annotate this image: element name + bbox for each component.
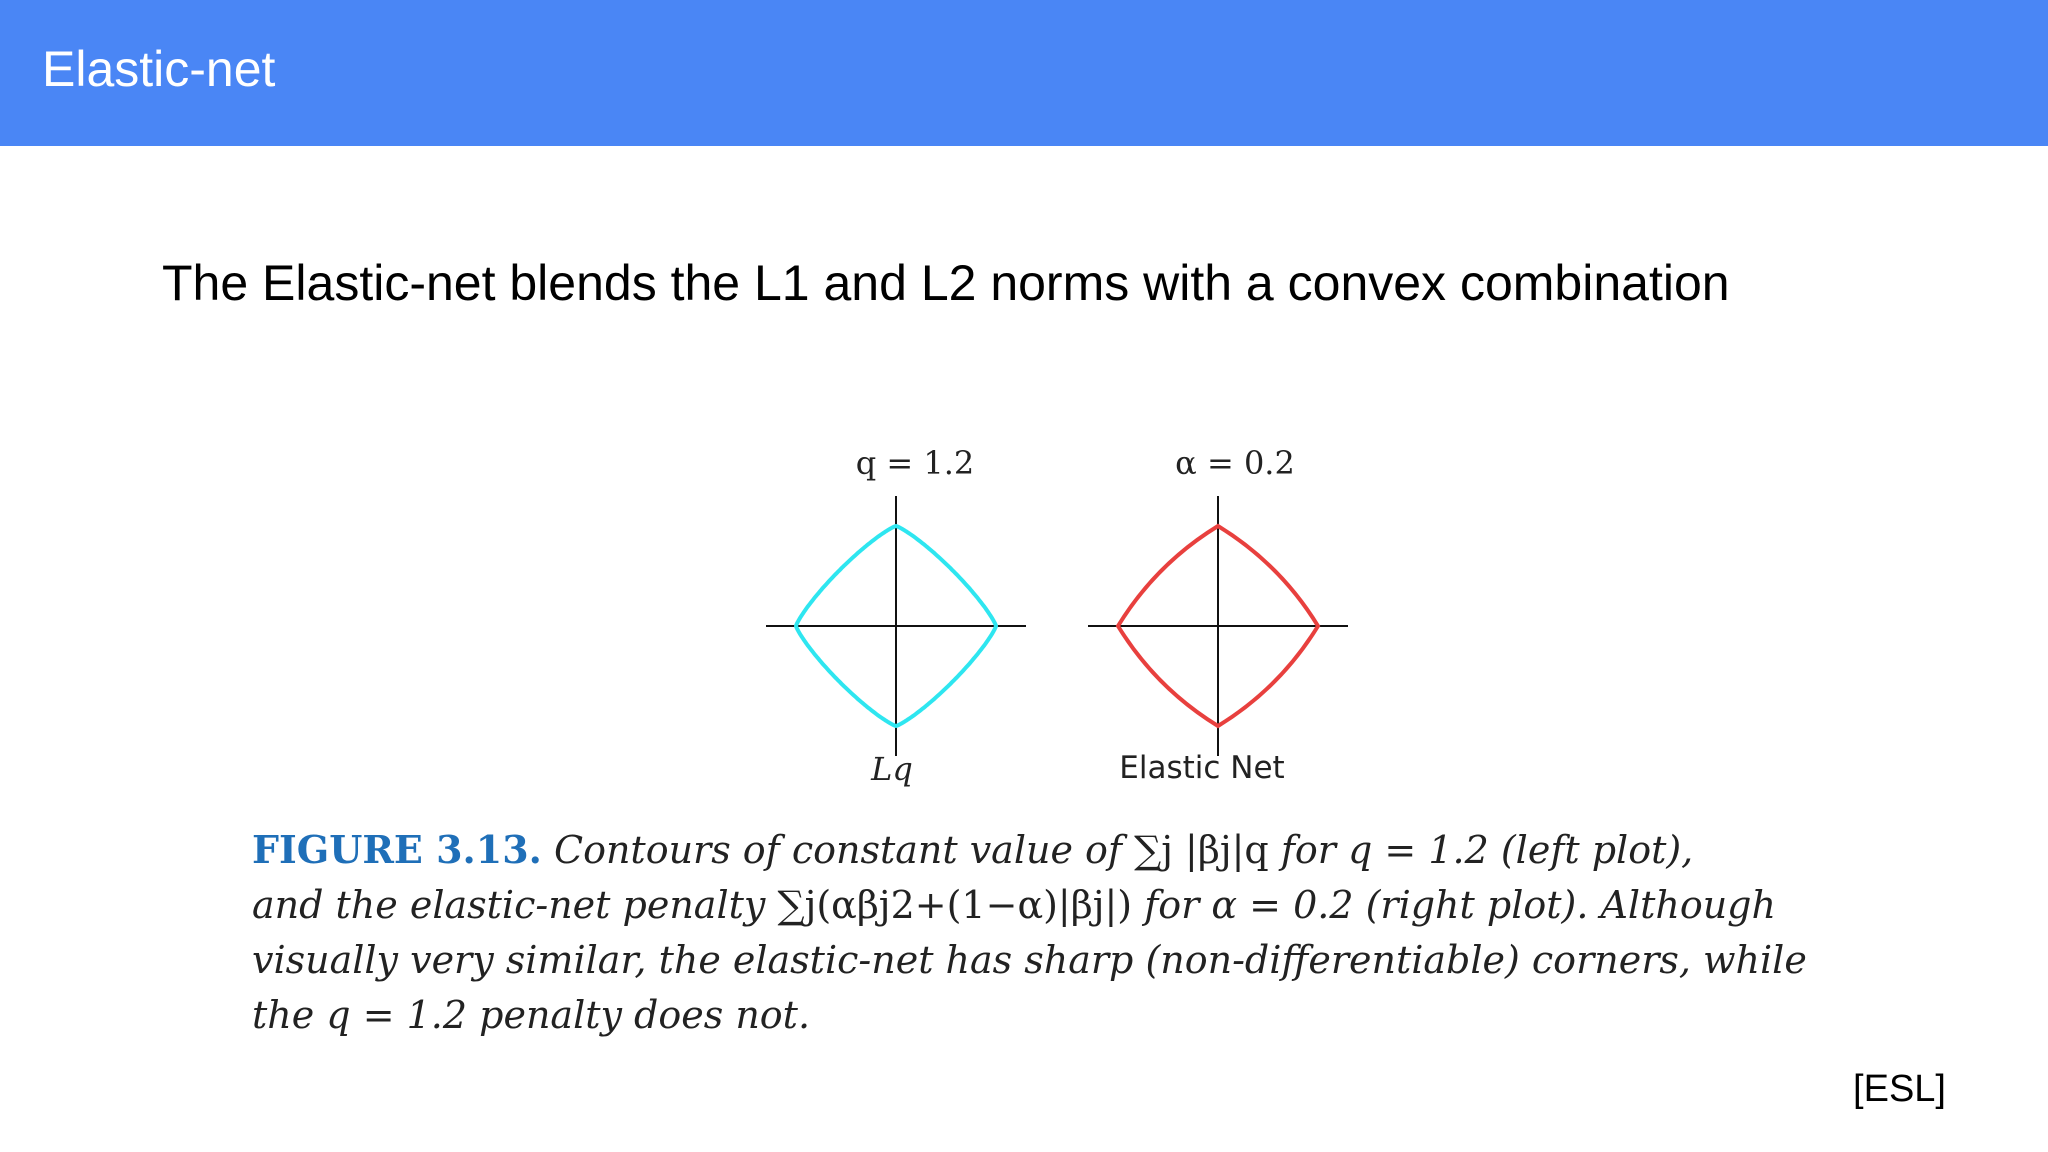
right-plot-bottom-label: Elastic Net [1119,750,1285,786]
figure-plots [750,430,1370,800]
left-plot-top-label: q = 1.2 [855,444,975,482]
right-plot-top-label: α = 0.2 [1175,444,1295,482]
caption-line-2 [252,878,1862,933]
slide-title: Elastic-net [42,41,276,97]
caption-line-1 [252,822,1862,878]
left-plot-bottom-label: Lq [871,750,913,788]
caption-text-1: Contours of constant value of [554,828,1122,872]
figure-caption [252,822,1862,1043]
figure-number: FIGURE 3.13. [252,827,542,872]
caption-line-3: visually very similar, the elastic-net has sharp (non-differentiable) corners, while [252,938,1807,982]
caption-text-2: and the elastic-net penalty [252,883,766,927]
caption-math-1: ∑j |βj|q [1134,828,1269,872]
reference-tag: [ESL] [1853,1068,1946,1110]
header-bar [0,0,2048,146]
caption-math-2: ∑j(αβj2+(1−α)|βj|) [777,883,1133,927]
caption-line-4: the q = 1.2 penalty does not. [252,993,811,1037]
caption-rest-1: for q = 1.2 (left plot), [1280,828,1694,872]
slide-subtitle: The Elastic-net blends the L1 and L2 norms with a convex combination [162,255,1730,311]
figure [750,430,1370,800]
caption-rest-2: for α = 0.2 (right plot). Although [1144,883,1776,927]
